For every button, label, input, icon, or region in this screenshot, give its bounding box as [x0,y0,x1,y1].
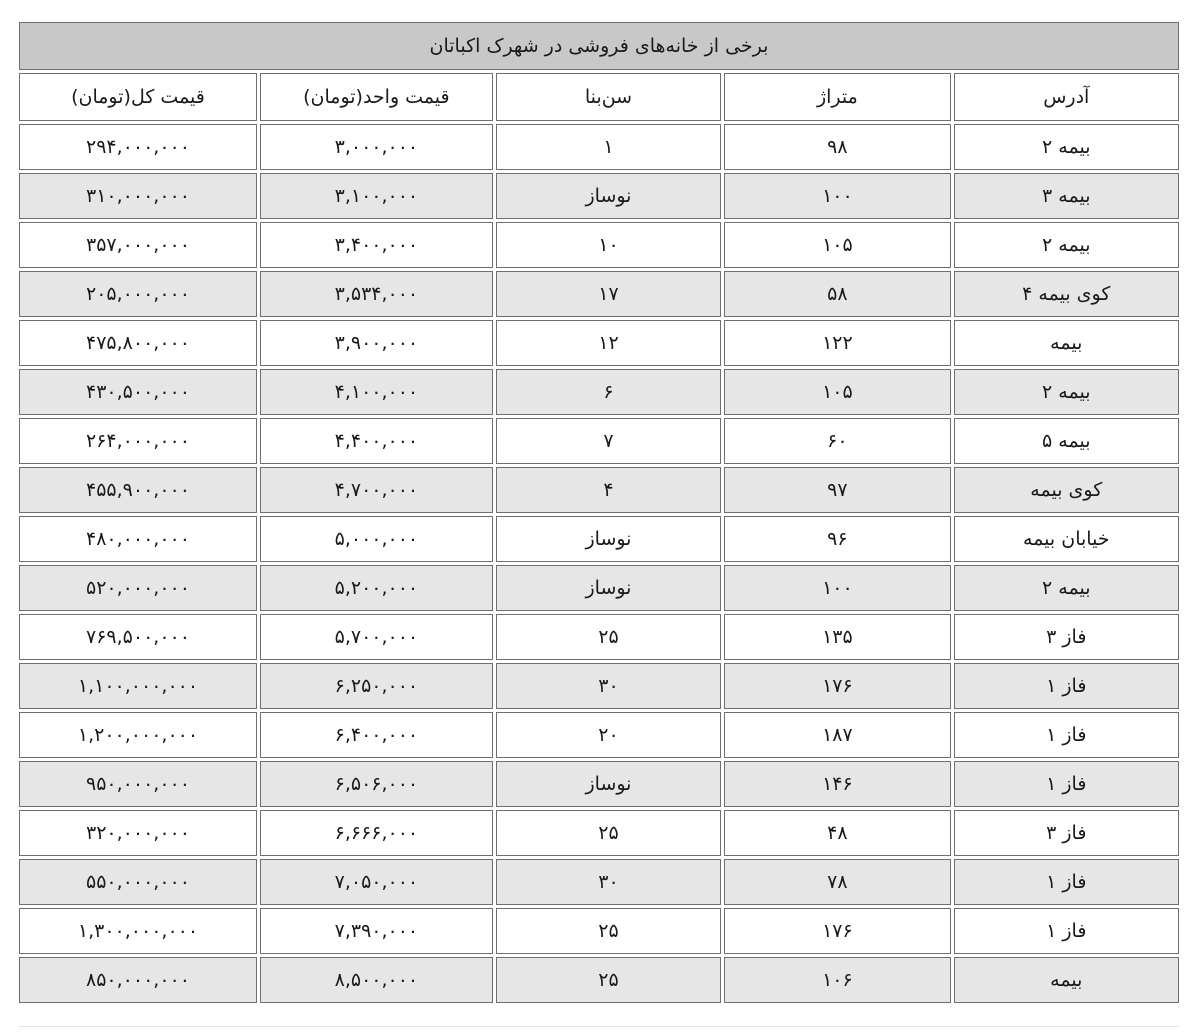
cell-unit-price: ۴,۴۰۰,۰۰۰ [260,418,493,464]
cell-address: کوی بیمه [954,467,1179,513]
cell-address: فاز ۱ [954,712,1179,758]
cell-building-age: ۲۰ [496,712,721,758]
cell-building-age: ۳۰ [496,663,721,709]
cell-address: بیمه ۲ [954,222,1179,268]
table-row [19,565,1179,611]
cell-address: بیمه ۲ [954,565,1179,611]
cell-unit-price: ۵,۰۰۰,۰۰۰ [260,516,493,562]
cell-area: ۱۰۰ [724,565,950,611]
cell-building-age: ۷ [496,418,721,464]
cell-total-price: ۷۶۹,۵۰۰,۰۰۰ [19,614,257,660]
cell-total-price: ۱,۲۰۰,۰۰۰,۰۰۰ [19,712,257,758]
cell-unit-price: ۳,۴۰۰,۰۰۰ [260,222,493,268]
cell-area: ۴۸ [724,810,950,856]
cell-total-price: ۵۵۰,۰۰۰,۰۰۰ [19,859,257,905]
cell-building-age: ۲۵ [496,908,721,954]
cell-building-age: ۱۷ [496,271,721,317]
table-row [19,467,1179,513]
cell-building-age: ۲۵ [496,957,721,1003]
cell-unit-price: ۶,۵۰۶,۰۰۰ [260,761,493,807]
cell-address: کوی بیمه ۴ [954,271,1179,317]
cell-building-age: نوساز [496,761,721,807]
table-row [19,908,1179,954]
cell-building-age: ۶ [496,369,721,415]
table-row [19,271,1179,317]
cell-building-age: ۱۲ [496,320,721,366]
cell-area: ۷۸ [724,859,950,905]
cell-area: ۱۴۶ [724,761,950,807]
cell-total-price: ۲۹۴,۰۰۰,۰۰۰ [19,124,257,170]
cell-unit-price: ۴,۱۰۰,۰۰۰ [260,369,493,415]
cell-address: بیمه ۲ [954,124,1179,170]
cell-building-age: ۱۰ [496,222,721,268]
cell-total-price: ۲۰۵,۰۰۰,۰۰۰ [19,271,257,317]
header-address: آدرس [954,73,1179,121]
cell-unit-price: ۶,۲۵۰,۰۰۰ [260,663,493,709]
cell-total-price: ۸۵۰,۰۰۰,۰۰۰ [19,957,257,1003]
cell-building-age: ۲۵ [496,614,721,660]
cell-total-price: ۳۵۷,۰۰۰,۰۰۰ [19,222,257,268]
cell-address: فاز ۱ [954,908,1179,954]
cell-unit-price: ۶,۴۰۰,۰۰۰ [260,712,493,758]
cell-unit-price: ۳,۹۰۰,۰۰۰ [260,320,493,366]
cell-total-price: ۱,۳۰۰,۰۰۰,۰۰۰ [19,908,257,954]
cell-address: بیمه [954,957,1179,1003]
cell-area: ۵۸ [724,271,950,317]
cell-address: بیمه ۵ [954,418,1179,464]
table-row [19,222,1179,268]
table-title: برخی از خانه‌های فروشی در شهرک اکباتان [19,22,1179,70]
cell-unit-price: ۷,۳۹۰,۰۰۰ [260,908,493,954]
cell-address: بیمه ۲ [954,369,1179,415]
listings-table-container [19,22,1179,1006]
title-row [19,22,1179,70]
table-row [19,124,1179,170]
table-row [19,761,1179,807]
cell-area: ۱۰۵ [724,369,950,415]
table-row [19,418,1179,464]
header-unit-price: قیمت واحد(تومان) [260,73,493,121]
cell-area: ۱۰۰ [724,173,950,219]
cell-building-age: نوساز [496,565,721,611]
cell-area: ۹۶ [724,516,950,562]
table-row [19,320,1179,366]
cell-unit-price: ۶,۶۶۶,۰۰۰ [260,810,493,856]
table-row [19,663,1179,709]
table-row [19,369,1179,415]
cell-unit-price: ۸,۵۰۰,۰۰۰ [260,957,493,1003]
cell-building-age: ۱ [496,124,721,170]
table-row [19,712,1179,758]
table-row [19,516,1179,562]
cell-area: ۱۸۷ [724,712,950,758]
header-total-price: قیمت کل(تومان) [19,73,257,121]
cell-address: فاز ۳ [954,614,1179,660]
cell-address: بیمه ۳ [954,173,1179,219]
cell-area: ۹۸ [724,124,950,170]
cell-total-price: ۳۱۰,۰۰۰,۰۰۰ [19,173,257,219]
cell-area: ۱۳۵ [724,614,950,660]
cell-area: ۶۰ [724,418,950,464]
cell-total-price: ۹۵۰,۰۰۰,۰۰۰ [19,761,257,807]
header-row [19,73,1179,121]
cell-unit-price: ۵,۲۰۰,۰۰۰ [260,565,493,611]
cell-building-age: نوساز [496,173,721,219]
table-row [19,957,1179,1003]
cell-building-age: ۳۰ [496,859,721,905]
cell-address: بیمه [954,320,1179,366]
cell-total-price: ۴۷۵,۸۰۰,۰۰۰ [19,320,257,366]
cell-address: فاز ۱ [954,663,1179,709]
cell-unit-price: ۳,۰۰۰,۰۰۰ [260,124,493,170]
table-row [19,173,1179,219]
cell-area: ۱۰۵ [724,222,950,268]
cell-building-age: ۴ [496,467,721,513]
cell-total-price: ۵۲۰,۰۰۰,۰۰۰ [19,565,257,611]
cell-total-price: ۴۳۰,۵۰۰,۰۰۰ [19,369,257,415]
table-body [19,124,1179,1003]
cell-total-price: ۳۲۰,۰۰۰,۰۰۰ [19,810,257,856]
cell-total-price: ۴۵۵,۹۰۰,۰۰۰ [19,467,257,513]
table-row [19,859,1179,905]
cell-address: فاز ۳ [954,810,1179,856]
table-row [19,810,1179,856]
cell-area: ۱۰۶ [724,957,950,1003]
header-building-age: سن‌بنا [496,73,721,121]
cell-area: ۱۲۲ [724,320,950,366]
table-row [19,614,1179,660]
cell-area: ۹۷ [724,467,950,513]
cell-building-age: نوساز [496,516,721,562]
listings-table [16,19,1182,1006]
cell-address: فاز ۱ [954,761,1179,807]
cell-area: ۱۷۶ [724,663,950,709]
cell-area: ۱۷۶ [724,908,950,954]
cell-total-price: ۱,۱۰۰,۰۰۰,۰۰۰ [19,663,257,709]
cell-unit-price: ۵,۷۰۰,۰۰۰ [260,614,493,660]
cell-unit-price: ۷,۰۵۰,۰۰۰ [260,859,493,905]
header-area: متراژ [724,73,950,121]
cell-total-price: ۴۸۰,۰۰۰,۰۰۰ [19,516,257,562]
cell-address: فاز ۱ [954,859,1179,905]
cell-unit-price: ۴,۷۰۰,۰۰۰ [260,467,493,513]
divider [19,1026,1179,1027]
cell-building-age: ۲۵ [496,810,721,856]
cell-address: خیابان بیمه [954,516,1179,562]
cell-unit-price: ۳,۵۳۴,۰۰۰ [260,271,493,317]
cell-unit-price: ۳,۱۰۰,۰۰۰ [260,173,493,219]
cell-total-price: ۲۶۴,۰۰۰,۰۰۰ [19,418,257,464]
